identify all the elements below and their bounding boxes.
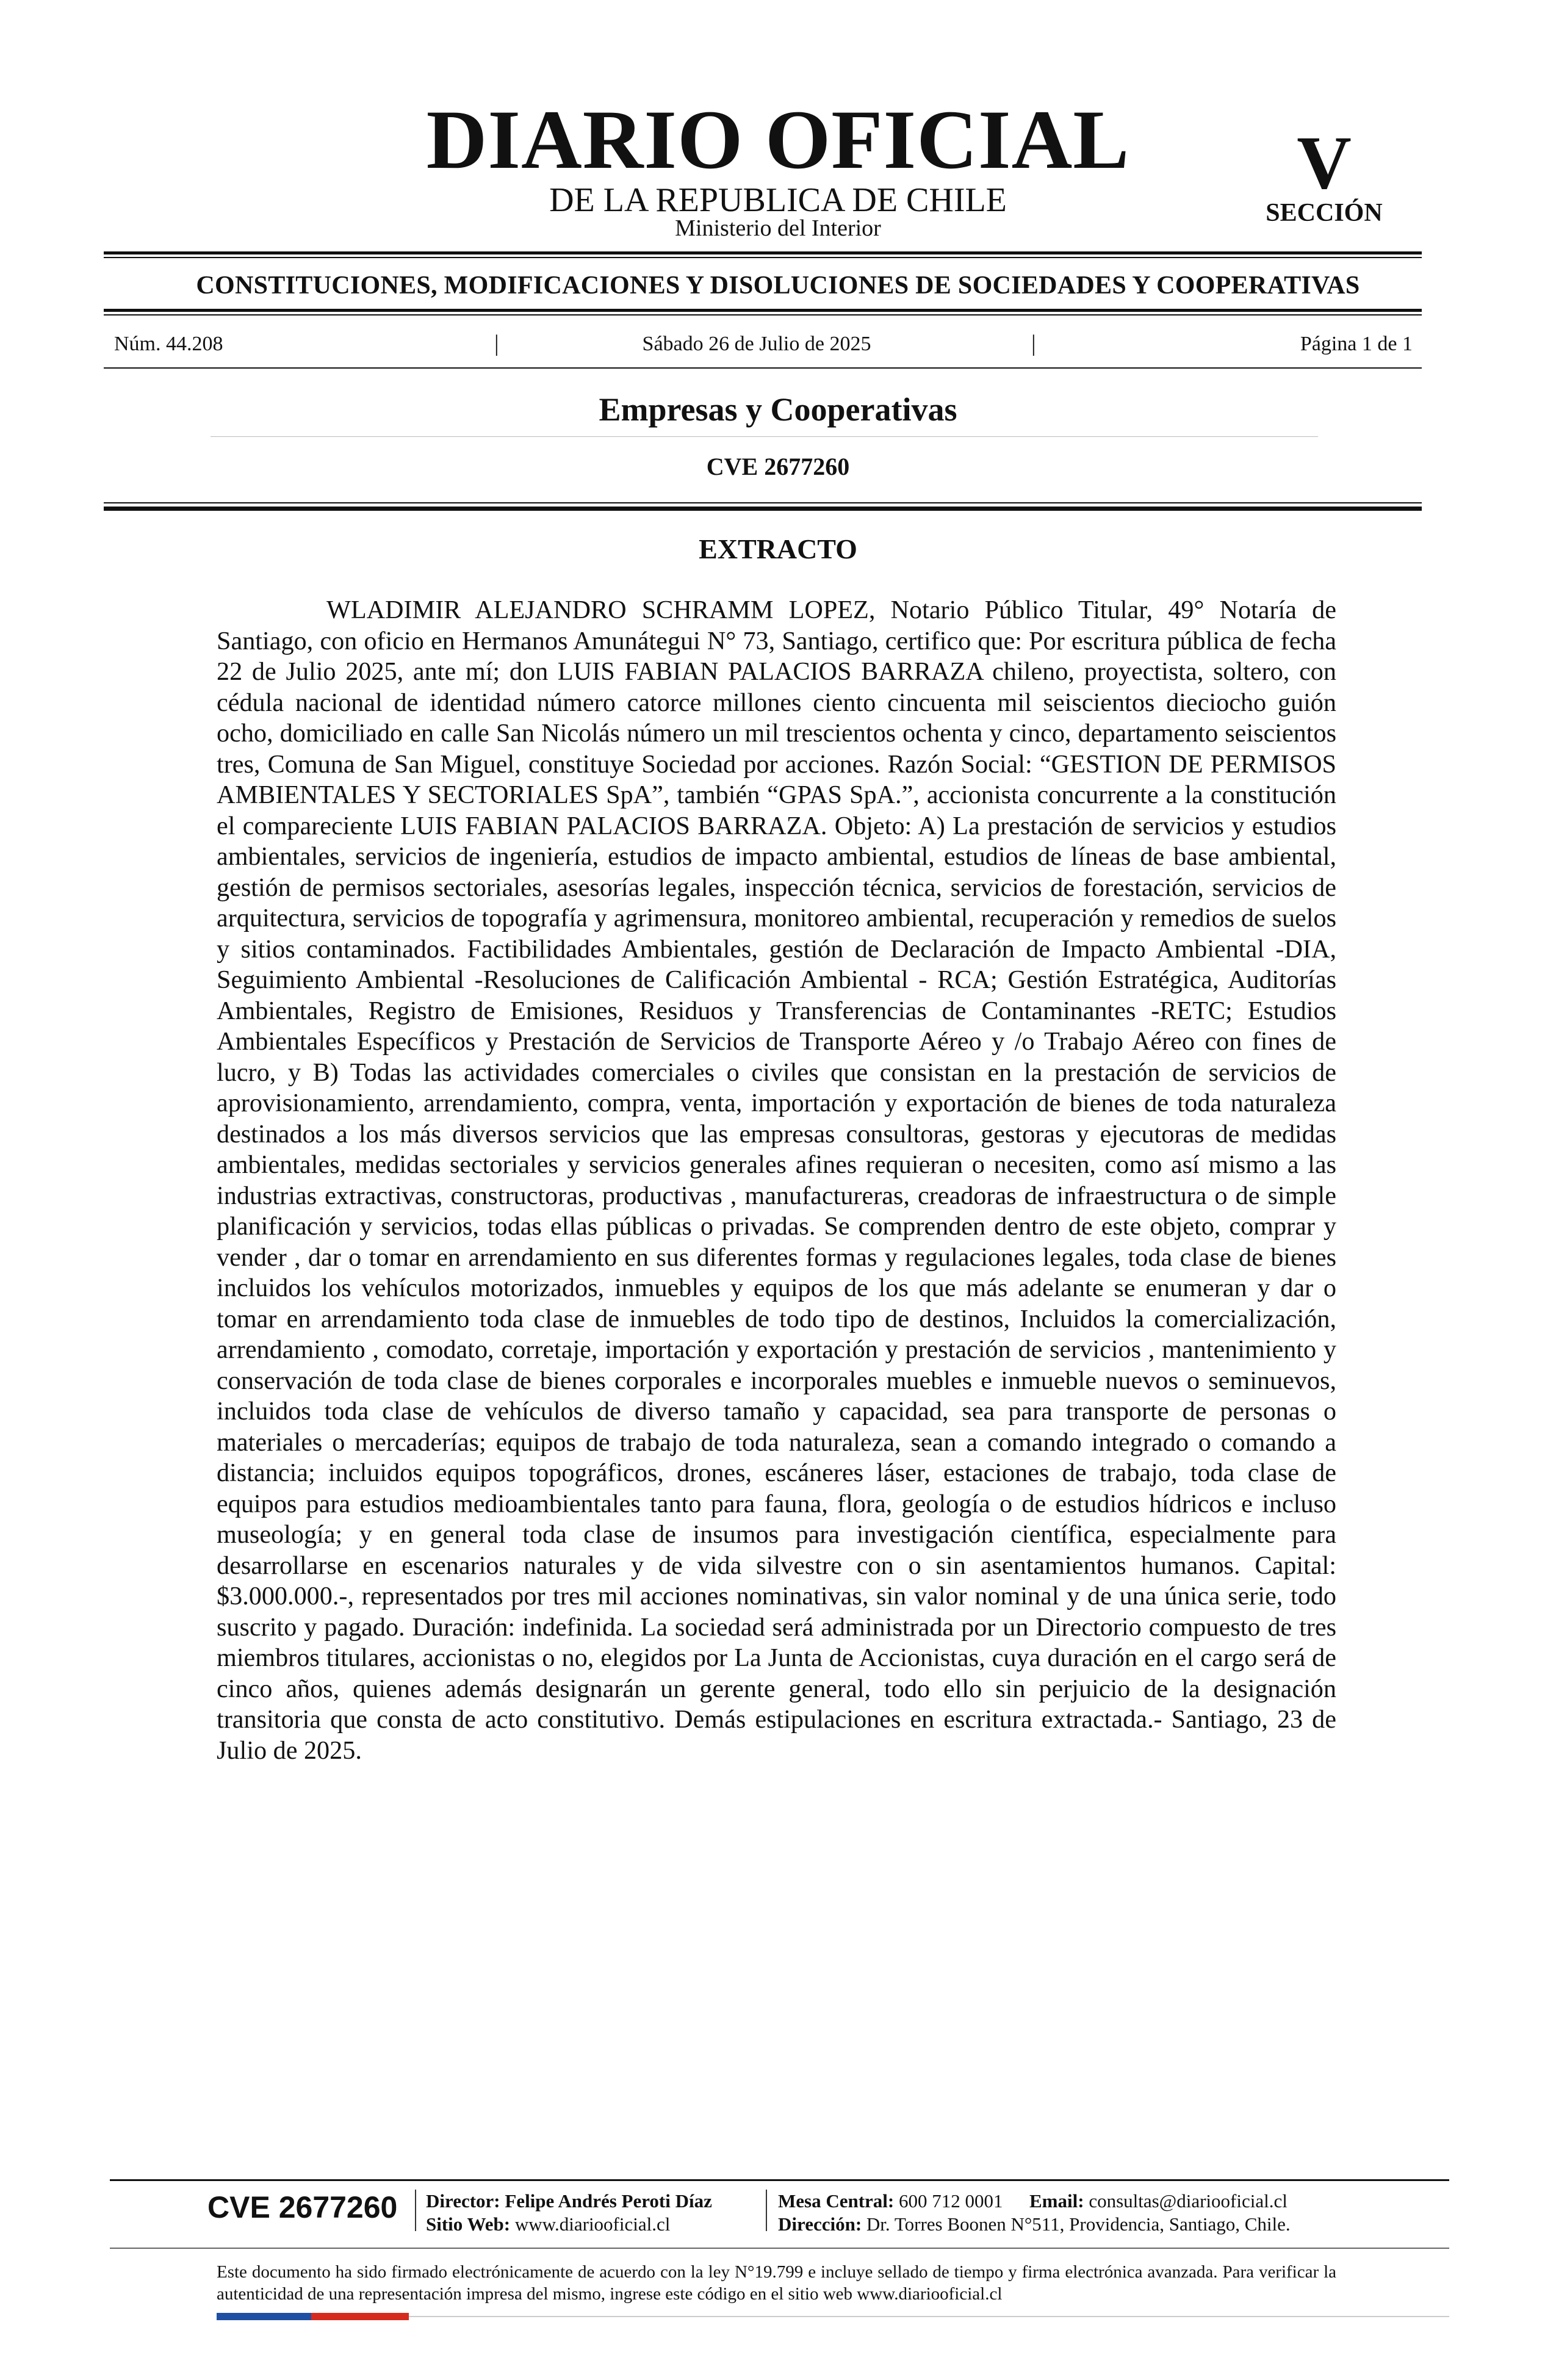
phone-number: 600 712 0001	[899, 2190, 1003, 2212]
footer-divider	[415, 2190, 416, 2231]
footer-divider	[766, 2190, 767, 2231]
footer-address	[778, 2215, 1291, 2234]
masthead-ministry: Ministerio del Interior	[675, 215, 881, 241]
section-title-rule	[211, 436, 1318, 437]
section-label: SECCIÓN	[1266, 199, 1383, 227]
page-count: Página 1 de 1	[1300, 333, 1413, 355]
address-label: Dirección:	[778, 2213, 862, 2235]
info-separator: |	[1031, 331, 1036, 356]
flag-stripe-red	[311, 2313, 409, 2320]
info-separator: |	[494, 331, 499, 356]
header-rule-top-thin	[104, 257, 1422, 258]
footer-contact	[778, 2191, 1288, 2210]
cve-rule-thin	[104, 502, 1422, 503]
website-label: Sitio Web:	[426, 2213, 511, 2235]
section-title: Empresas y Cooperativas	[599, 391, 957, 428]
website-link[interactable]: www.diariooficial.cl	[514, 2213, 671, 2235]
footer-cve-code: CVE 2677260	[207, 2190, 398, 2224]
cve-rule-thick	[104, 507, 1422, 511]
email-label: Email:	[1029, 2190, 1084, 2212]
info-rule	[104, 367, 1422, 369]
header-rule-top-thick	[104, 251, 1422, 254]
category-rule-thick	[104, 309, 1422, 312]
address-text: Dr. Torres Boonen N°511, Providencia, Santiago, Chile.	[866, 2213, 1291, 2235]
footer-legal-note: Este documento ha sido firmado electrónicamente de acuerdo con la ley N°19.799 e incluye sellado de tiempo y firma electrónica avanzada. Para verificar la autenticidad de una representación impresa del mismo, ingrese este código en el sitio web www.diariooficial.cl	[217, 2262, 1336, 2304]
document-body: WLADIMIR ALEJANDRO SCHRAMM LOPEZ, Notario Público Titular, 49° Notaría de Santiago, con oficio en Hermanos Amunátegui N° 73, Santiago, certifico que: Por escritura pública de fecha 22 de Julio 2025, ante mí; don LUIS FABIAN PALACIOS BARRAZA chileno, proyectista, soltero, con cédula nacional de identidad número catorce millones ciento cincuenta mil seiscientos dieciocho guión ocho, domiciliado en calle San Nicolás número un mil trescientos ochenta y cinco, departamento seiscientos tres, Comuna de San Miguel, constituye Sociedad por acciones. Razón Social: “GESTION DE PERMISOS AMBIENTALES Y SECTORIALES SpA”, también “GPAS SpA.”, accionista concurrente a la constitución el compareciente LUIS FABIAN PALACIOS BARRAZA. Objeto: A) La prestación de servicios y estudios ambientales, servicios de ingeniería, estudios de impacto ambiental, estudios de líneas de base ambiental, gestión de permisos sectoriales, asesorías legales, inspección técnica, servicios de forestación, servicios de arquitectura, servicios de topografía y agrimensura, monitoreo ambiental, recuperación y remedios de suelos y sitios contaminados. Factibilidades Ambientales, gestión de Declaración de Impacto Ambiental -DIA, Seguimiento Ambiental -Resoluciones de Calificación Ambiental - RCA; Gestión Estratégica, Auditorías Ambientales, Registro de Emisiones, Residuos y Transferencias de Contaminantes -RETC; Estudios Ambientales Específicos y Prestación de Servicios de Transporte Aéreo y /o Trabajo Aéreo con fines de lucro, y B) Todas las actividades comerciales o civiles que consistan en la prestación de servicios de aprovisionamiento, arrendamiento, compra, venta, importación y exportación de bienes de toda naturaleza destinados a los más diversos servicios que las empresas consultoras, gestoras y ejecutoras de medidas ambientales, medidas sectoriales y servicios generales afines requieran o necesiten, como así mismo a las industrias extractivas, constructoras, productivas , manufactureras, creadoras de infraestructura o de simple planificación y servicios, todas ellas públicas o privadas. Se comprenden dentro de este objeto, comprar y vender , dar o tomar en arrendamiento en sus diferentes formas y regulaciones legales, toda clase de bienes incluidos los vehículos motorizados, inmuebles y equipos de los que más adelante se enumeran y dar o tomar en arrendamiento toda clase de inmuebles de todo tipo de destinos, Incluidos la comercialización, arrendamiento , comodato, corretaje, importación y exportación y prestación de servicios , mantenimiento y conservación de toda clase de bienes corporales e incorporales muebles e inmueble nuevos o seminuevos, incluidos toda clase de vehículos de diverso tamaño y capacidad, sea para transporte de personas o materiales o mercaderías; equipos de trabajo de toda naturaleza, sean a comando integrado o comando a distancia; incluidos equipos topográficos, drones, escáneres láser, estaciones de trabajo, toda clase de equipos para estudios medioambientales tanto para fauna, flora, geología o de estudios hídricos e incluso museología; y en general toda clase de insumos para investigación científica, especialmente para desarrollarse en escenarios naturales y de vida silvestre con o sin asentamientos humanos. Capital: $3.000.000.-, representados por tres mil acciones nominativas, sin valor nominal y de una única serie, todo suscrito y pagado. Duración: indefinida. La sociedad será administrada por un Directorio compuesto de tres miembros titulares, accionistas o no, elegidos por La Junta de Accionistas, cuya duración en el cargo será de cinco años, quienes además designarán un gerente general, todo ello sin perjuicio de la designación transitoria que consta de acto constitutivo. Demás estipulaciones en escritura extractada.- Santiago, 23 de Julio de 2025.	[217, 596, 1336, 1765]
director-name: Felipe Andrés Peroti Díaz	[505, 2190, 712, 2212]
phone-label: Mesa Central:	[778, 2190, 895, 2212]
email-link[interactable]: consultas@diariooficial.cl	[1089, 2190, 1288, 2212]
masthead-subtitle: DE LA REPUBLICA DE CHILE	[549, 181, 1007, 219]
masthead-title: DIARIO OFICIAL	[426, 93, 1130, 186]
footer-director	[426, 2191, 712, 2210]
category-heading: CONSTITUCIONES, MODIFICACIONES Y DISOLUCIONES DE SOCIEDADES Y COOPERATIVAS	[196, 272, 1360, 300]
footer-website	[426, 2215, 670, 2234]
director-label: Director:	[426, 2190, 500, 2212]
issue-date: Sábado 26 de Julio de 2025	[642, 333, 871, 355]
cve-code: CVE 2677260	[706, 453, 850, 480]
section-letter: V	[1297, 121, 1352, 204]
flag-stripe-blue	[217, 2313, 311, 2320]
category-rule-thin	[104, 314, 1422, 316]
issue-number: Núm. 44.208	[114, 333, 223, 355]
flag-baseline	[409, 2316, 1449, 2317]
document-title: EXTRACTO	[699, 533, 857, 564]
footer-rule-bottom	[110, 2248, 1449, 2249]
footer-rule-top	[110, 2179, 1449, 2181]
